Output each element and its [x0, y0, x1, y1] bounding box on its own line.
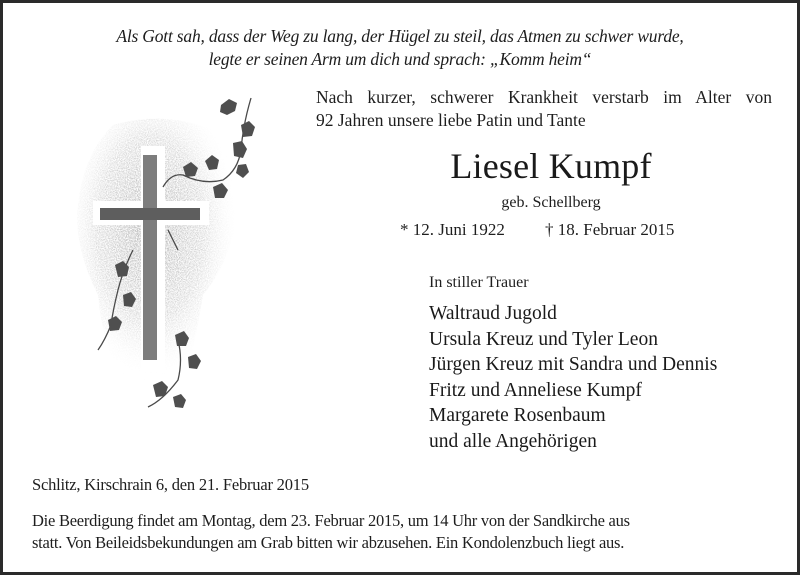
intro-line: Nach kurzer, schwerer Krankheit verstarb im Alter von	[316, 87, 772, 107]
birth-date: * 12. Juni 1922	[400, 220, 505, 239]
place-and-date: Schlitz, Kirschrain 6, den 21. Februar 2015	[32, 475, 309, 494]
verse-line: legte er seinen Arm um dich und sprach: „Komm heim“	[208, 49, 592, 69]
intro-text	[316, 86, 772, 132]
mourner-name: Margarete Rosenbaum	[429, 405, 606, 426]
funeral-line: statt. Von Beileidsbekundungen am Grab bitten wir abzusehen. Ein Kondolenzbuch liegt aus.	[32, 533, 625, 552]
funeral-details	[32, 510, 772, 554]
mourner-name: Jürgen Kreuz mit Sandra und Dennis	[429, 354, 718, 375]
mourner-name: Waltraud Jugold	[429, 303, 557, 324]
death-date: † 18. Februar 2015	[545, 220, 675, 239]
mourners-list	[429, 301, 717, 454]
mourning-label: In stiller Trauer	[429, 274, 529, 291]
cross-with-ivy-icon	[43, 95, 273, 413]
mourner-name: Fritz und Anneliese Kumpf	[429, 379, 642, 401]
verse-line: Als Gott sah, dass der Weg zu lang, der Hügel zu steil, das Atmen zu schwer wurde,	[116, 26, 684, 46]
mourner-name: und alle Angehörigen	[429, 430, 597, 452]
deceased-name: Liesel Kumpf	[450, 146, 652, 186]
mourner-name: Ursula Kreuz und Tyler Leon	[429, 328, 658, 350]
maiden-name: geb. Schellberg	[501, 194, 601, 211]
intro-line: 92 Jahren unsere liebe Patin und Tante	[316, 110, 586, 130]
funeral-line: Die Beerdigung findet am Montag, dem 23. Februar 2015, um 14 Uhr von der Sandkirche aus	[32, 511, 630, 530]
memorial-verse	[3, 25, 797, 71]
